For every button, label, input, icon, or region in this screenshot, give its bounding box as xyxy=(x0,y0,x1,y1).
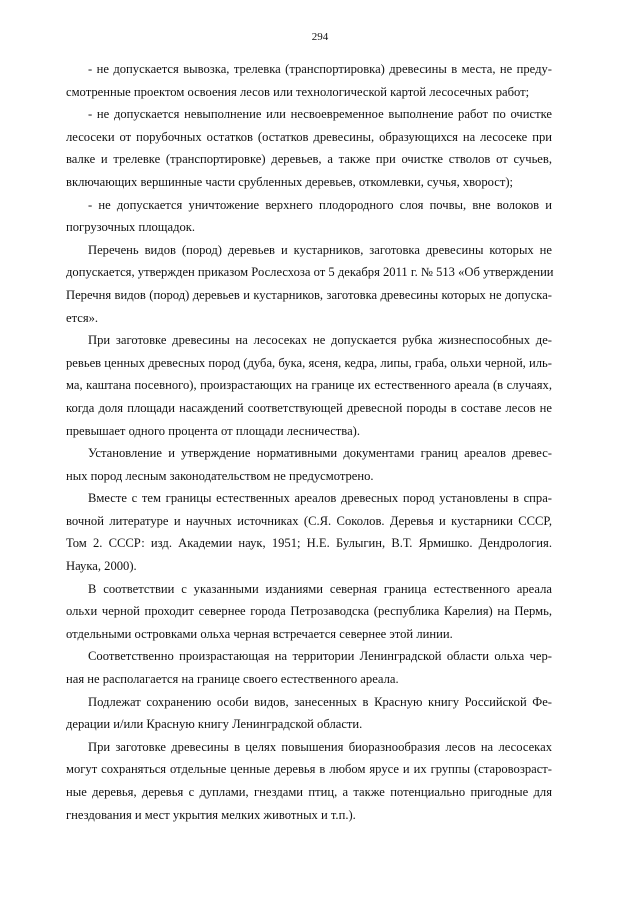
text-line: Вместе с тем границы естественных ареалов древесных пород установлены в спра- xyxy=(88,491,552,506)
paragraph xyxy=(66,442,552,487)
text-line: Перечня видов (пород) деревьев и кустарников, заготовка древесины которых не допуска- xyxy=(66,287,552,302)
text-line: вочной литературе и научных источниках (С.Я. Соколов. Деревья и кустарники СССР, xyxy=(66,513,552,528)
paragraph xyxy=(66,103,552,193)
text-line: При заготовке древесины на лесосеках не допускается рубка жизнеспособных де- xyxy=(88,333,552,348)
paragraph xyxy=(66,487,552,577)
text-line: - не допускается уничтожение верхнего плодородного слоя почвы, вне волоков и xyxy=(88,197,552,212)
text-line: смотренные проектом освоения лесов или технологической картой лесосечных работ; xyxy=(66,84,530,99)
text-line: Установление и утверждение нормативными документами границ ареалов древес- xyxy=(88,446,552,461)
text-line: когда доля площади насаждений соответствующей древесной породы в составе лесов не xyxy=(66,400,552,415)
text-line: Перечень видов (пород) деревьев и кустарников, заготовка древесины которых не xyxy=(88,242,552,257)
document-body xyxy=(66,58,552,826)
text-line: допускается, утвержден приказом Рослесхоза от 5 декабря 2011 г. № 513 «Об утверждении xyxy=(66,265,554,280)
text-line: ольхи черной проходит севернее города Петрозаводска (республика Карелия) на Пермь, xyxy=(66,604,552,619)
text-line: валке и трелевке (транспортировке) деревьев, а также при очистке стволов от сучьев, xyxy=(66,152,552,167)
paragraph xyxy=(66,58,552,103)
text-line: - не допускается вывозка, трелевка (транспортировка) древесины в места, не преду- xyxy=(88,62,552,76)
text-line: ется». xyxy=(66,310,99,325)
paragraph xyxy=(66,578,552,646)
paragraph xyxy=(66,329,552,442)
page-number: 294 xyxy=(311,31,329,43)
paragraph xyxy=(66,691,552,736)
text-line: Подлежат сохранению особи видов, занесенных в Красную книгу Российской Фе- xyxy=(88,694,552,709)
text-line: ные деревья, деревья с дуплами, гнездами птиц, а также потенциально пригодные для xyxy=(66,785,552,799)
text-line: могут сохраняться отдельные ценные деревья в любом ярусе и их группы (старовозраст- xyxy=(66,762,552,777)
text-line: гнездования и мест укрытия мелких животных и т.п.). xyxy=(66,807,356,822)
text-line: Наука, 2000). xyxy=(66,559,137,574)
text-line: ма, каштана посевного), произрастающих на границе их естественного ареала (в случаях, xyxy=(66,378,552,393)
text-line: - не допускается невыполнение или несвоевременное выполнение работ по очистке xyxy=(88,107,552,122)
text-line: Соответственно произрастающая на территории Ленинградской области ольха чер- xyxy=(88,649,552,664)
text-line: лесосеки от порубочных остатков (остатков древесины, образующихся на лесосеке при xyxy=(66,129,552,144)
paragraph xyxy=(66,736,552,826)
text-line: включающих вершинные части срубленных деревьев, откомлевки, сучья, хворост); xyxy=(66,174,514,189)
text-line: погрузочных площадок. xyxy=(66,220,196,235)
text-line: В соответствии с указанными изданиями северная граница естественного ареала xyxy=(88,581,552,596)
paragraph xyxy=(66,239,552,329)
text-line: отдельными островками ольха черная встречается севернее этой линии. xyxy=(66,626,453,641)
paragraph xyxy=(66,194,552,239)
text-line: ревьев ценных древесных пород (дуба, бука, ясеня, кедра, липы, граба, ольхи черной, иль- xyxy=(66,355,552,370)
text-line: дерации и/или Красную книгу Ленинградской области. xyxy=(66,717,363,732)
text-line: Том 2. СССР: изд. Академии наук, 1951; Н.Е. Булыгин, В.Т. Ярмишко. Дендрология. xyxy=(66,536,552,551)
text-line: превышает одного процента от площади лесничества). xyxy=(66,423,361,438)
paragraph xyxy=(66,645,552,690)
text-line: При заготовке древесины в целях повышения биоразнообразия лесов на лесосеках xyxy=(88,739,552,754)
text-line: ная не располагается на границе своего естественного ареала. xyxy=(66,672,399,687)
text-line: ных пород лесным законодательством не предусмотрено. xyxy=(66,468,374,483)
